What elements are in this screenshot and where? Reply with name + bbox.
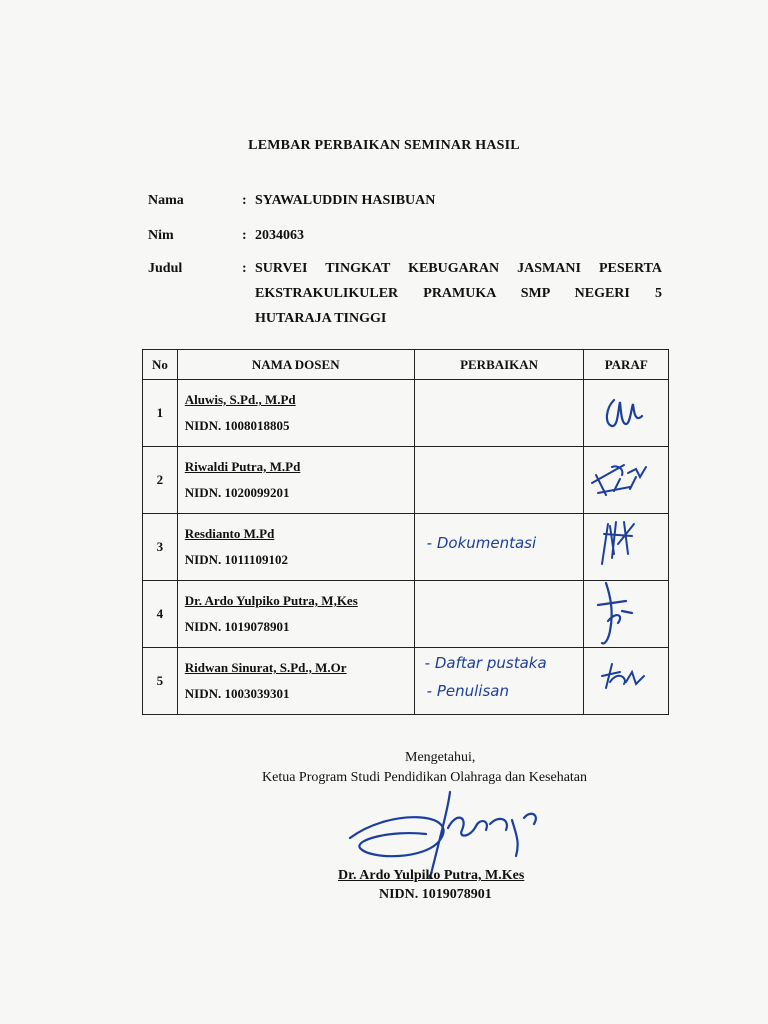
lecturer-cell — [177, 648, 414, 715]
header-nama-dosen: NAMA DOSEN — [177, 350, 414, 380]
signer-position: Ketua Program Studi Pendidikan Olahraga dan Kesehatan — [262, 770, 588, 785]
lecturer-nidn: NIDN. 1020099201 — [184, 485, 290, 500]
row-no: 4 — [143, 581, 178, 648]
lecturer-name: Aluwis, S.Pd., M.Pd — [184, 392, 296, 407]
lecturer-cell — [177, 514, 414, 581]
paraf-signature-1 — [584, 380, 668, 446]
lecturer-nidn: NIDN. 1019078901 — [184, 619, 290, 634]
signer-nidn: NIDN. 1019078901 — [379, 887, 492, 902]
judul-label: Judul — [148, 261, 183, 276]
nim-colon: : — [242, 228, 247, 243]
lecturer-name: Riwaldi Putra, M.Pd — [184, 459, 301, 474]
perbaikan-cell — [414, 447, 584, 514]
mengetahui-text: Mengetahui, — [405, 750, 476, 765]
lecturer-nidn: NIDN. 1008018805 — [184, 418, 290, 433]
row-no: 3 — [143, 514, 178, 581]
perbaikan-cell — [414, 514, 584, 581]
paraf-cell — [584, 514, 669, 581]
table-header-row — [143, 350, 669, 380]
lecturer-table — [142, 349, 669, 715]
judul-colon: : — [242, 261, 247, 276]
header-perbaikan: PERBAIKAN — [414, 350, 584, 380]
table-row — [143, 514, 669, 581]
paraf-cell — [584, 648, 669, 715]
lecturer-nidn: NIDN. 1003039301 — [184, 686, 290, 701]
judul-line-2: EKSTRAKULIKULER PRAMUKA SMP NEGERI 5 — [255, 286, 662, 301]
paraf-signature-3 — [584, 514, 668, 580]
table-row — [143, 380, 669, 447]
lecturer-nidn: NIDN. 1011109102 — [184, 552, 289, 567]
paraf-signature-5 — [584, 648, 668, 714]
perbaikan-cell — [414, 648, 584, 715]
paraf-cell — [584, 581, 669, 648]
nama-label: Nama — [148, 193, 184, 208]
judul-line-1: SURVEI TINGKAT KEBUGARAN JASMANI PESERTA — [255, 261, 662, 276]
table-row — [143, 447, 669, 514]
row-no: 5 — [143, 648, 178, 715]
nim-value: 2034063 — [255, 228, 304, 243]
perbaikan-cell — [414, 380, 584, 447]
row-no: 2 — [143, 447, 178, 514]
row-no: 1 — [143, 380, 178, 447]
document-title: LEMBAR PERBAIKAN SEMINAR HASIL — [248, 138, 520, 153]
lecturer-cell — [177, 447, 414, 514]
header-paraf: PARAF — [584, 350, 669, 380]
judul-line-3: HUTARAJA TINGGI — [255, 311, 387, 326]
perbaikan-cell — [414, 581, 584, 648]
nama-value: SYAWALUDDIN HASIBUAN — [255, 193, 436, 208]
paraf-cell — [584, 380, 669, 447]
header-no: No — [143, 350, 178, 380]
nim-label: Nim — [148, 228, 174, 243]
table-row — [143, 648, 669, 715]
lecturer-cell — [177, 380, 414, 447]
paraf-signature-4 — [584, 581, 668, 647]
perbaikan-note: - Dokumentasi — [426, 534, 537, 552]
lecturer-name: Ridwan Sinurat, S.Pd., M.Or — [184, 660, 347, 675]
signer-name: Dr. Ardo Yulpiko Putra, M.Kes — [338, 868, 525, 883]
lecturer-name: Resdianto M.Pd — [184, 526, 275, 541]
perbaikan-note: - Penulisan — [426, 682, 509, 700]
lecturer-name: Dr. Ardo Yulpiko Putra, M,Kes — [184, 593, 358, 608]
lecturer-cell — [177, 581, 414, 648]
paraf-cell — [584, 447, 669, 514]
nama-colon: : — [242, 193, 247, 208]
table-row — [143, 581, 669, 648]
paraf-signature-2 — [584, 447, 668, 513]
perbaikan-note: - Daftar pustaka — [424, 654, 547, 672]
